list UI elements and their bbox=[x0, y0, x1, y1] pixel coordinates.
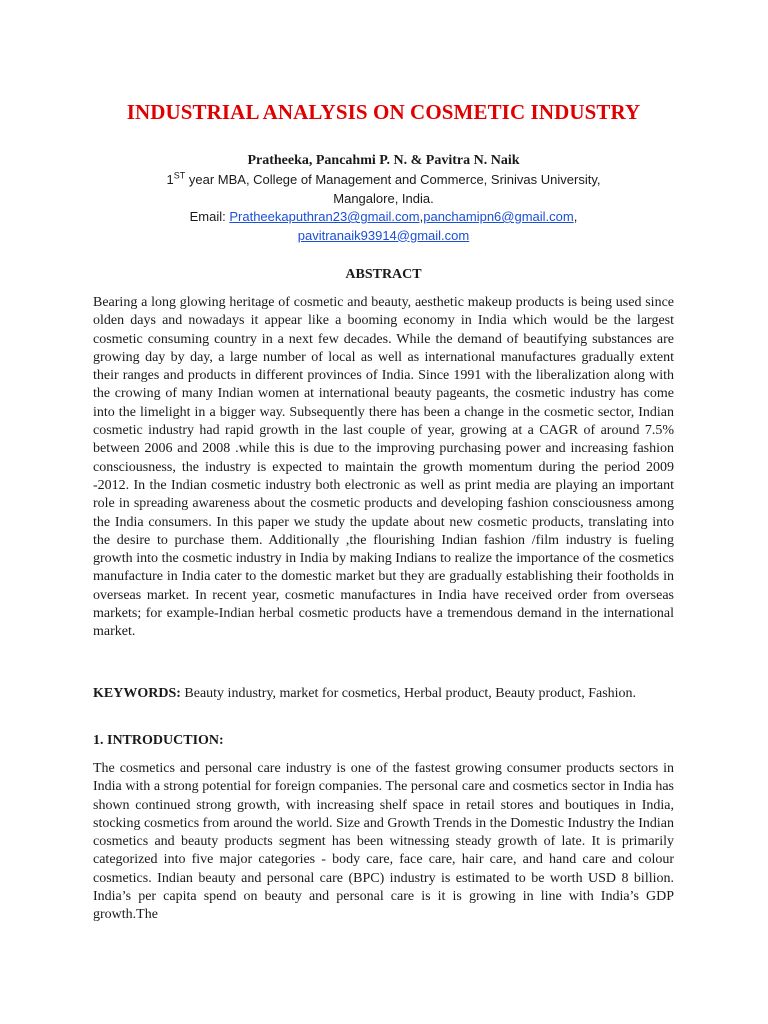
affiliation-line-1 bbox=[93, 171, 674, 190]
affiliation-text: year MBA, College of Management and Commerce, Srinivas University, bbox=[185, 172, 601, 187]
keywords-text: Beauty industry, market for cosmetics, Herbal product, Beauty product, Fashion. bbox=[180, 686, 637, 701]
email-line-2 bbox=[93, 227, 674, 246]
abstract-body: Bearing a long glowing heritage of cosmetic and beauty, aesthetic makeup products is being used since olden days and nowadays it appear like a booming economy in India which would be the largest cosmetic consuming country in a next few decades. While the demand of beautifying substances are growing day by day, a large number of local as well as international manufactures gradually extent their ranges and products in different provinces of India. Since 1991 with the liberalization along with the crowing of many Indian women at international beauty pageants, the cosmetic industry has come into the limelight in a bigger way. Subsequently there has been a change in the cosmetic sector, Indian cosmetic industry had rapid growth in the last couple of year, growing at a CAGR of around 7.5% between 2006 and 2008 .while this is due to the improving purchasing power and increasing fashion consciousness, the industry is expected to maintain the growth momentum during the period 2009 -2012. In the Indian cosmetic industry both electronic as well as print media are playing an important role in spreading awareness about the cosmetic products and developing fashion consciousness among the India consumers. In this paper we study the update about new cosmetic products, translating into the desire to purchase them. Additionally ,the flourishing Indian fashion /film industry is fueling growth into the cosmetic industry in India by making Indians to realize the importance of the cosmetics manufacture in India cater to the domestic market but they are gradually establishing their footholds in overseas market. In recent year, cosmetic manufactures in India have received order from overseas markets; for example-Indian herbal cosmetic products have a tremendous demand in the international market. bbox=[93, 295, 674, 640]
email-label: Email: bbox=[189, 209, 230, 224]
keywords-paragraph bbox=[93, 685, 674, 703]
year-number: 1 bbox=[166, 172, 174, 187]
affiliation-line-2: Mangalore, India. bbox=[333, 190, 434, 206]
email-separator: , bbox=[419, 209, 424, 224]
email-link-3[interactable]: pavitranaik93914@gmail.com bbox=[297, 227, 470, 243]
paper-authors: Pratheeka, Pancahmi P. N. & Pavitra N. Naik bbox=[247, 153, 520, 168]
paper-title: INDUSTRIAL ANALYSIS ON COSMETIC INDUSTRY bbox=[126, 100, 641, 124]
email-trailing-comma: , bbox=[573, 209, 578, 224]
email-line bbox=[93, 208, 674, 227]
email-link-2[interactable]: panchamipn6@gmail.com bbox=[423, 209, 574, 224]
author-affiliation bbox=[93, 171, 674, 245]
introduction-heading: 1. INTRODUCTION: bbox=[93, 733, 224, 748]
year-superscript: ST bbox=[173, 170, 186, 181]
abstract-heading: ABSTRACT bbox=[345, 267, 422, 282]
keywords-label: KEYWORDS: bbox=[93, 686, 181, 701]
introduction-body: The cosmetics and personal care industry is one of the fastest growing consumer products sectors in India with a strong potential for foreign companies. The personal care and cosmetics sector in India has shown continued strong growth, with increasing shelf space in retail stores and boutiques in India, stocking cosmetics from around the world. Size and Growth Trends in the Domestic Industry the Indian cosmetics and beauty products segment has been witnessing steady growth of late. It is primarily categorized into five major categories - body care, face care, hair care, and hand care and colour cosmetics. Indian beauty and personal care (BPC) industry is estimated to be worth USD 8 billion. India’s per capita spend on beauty and personal care is it is growing in line with India’s GDP growth.The bbox=[93, 761, 674, 923]
email-link-1[interactable]: Pratheekaputhran23@gmail.com bbox=[229, 209, 420, 224]
